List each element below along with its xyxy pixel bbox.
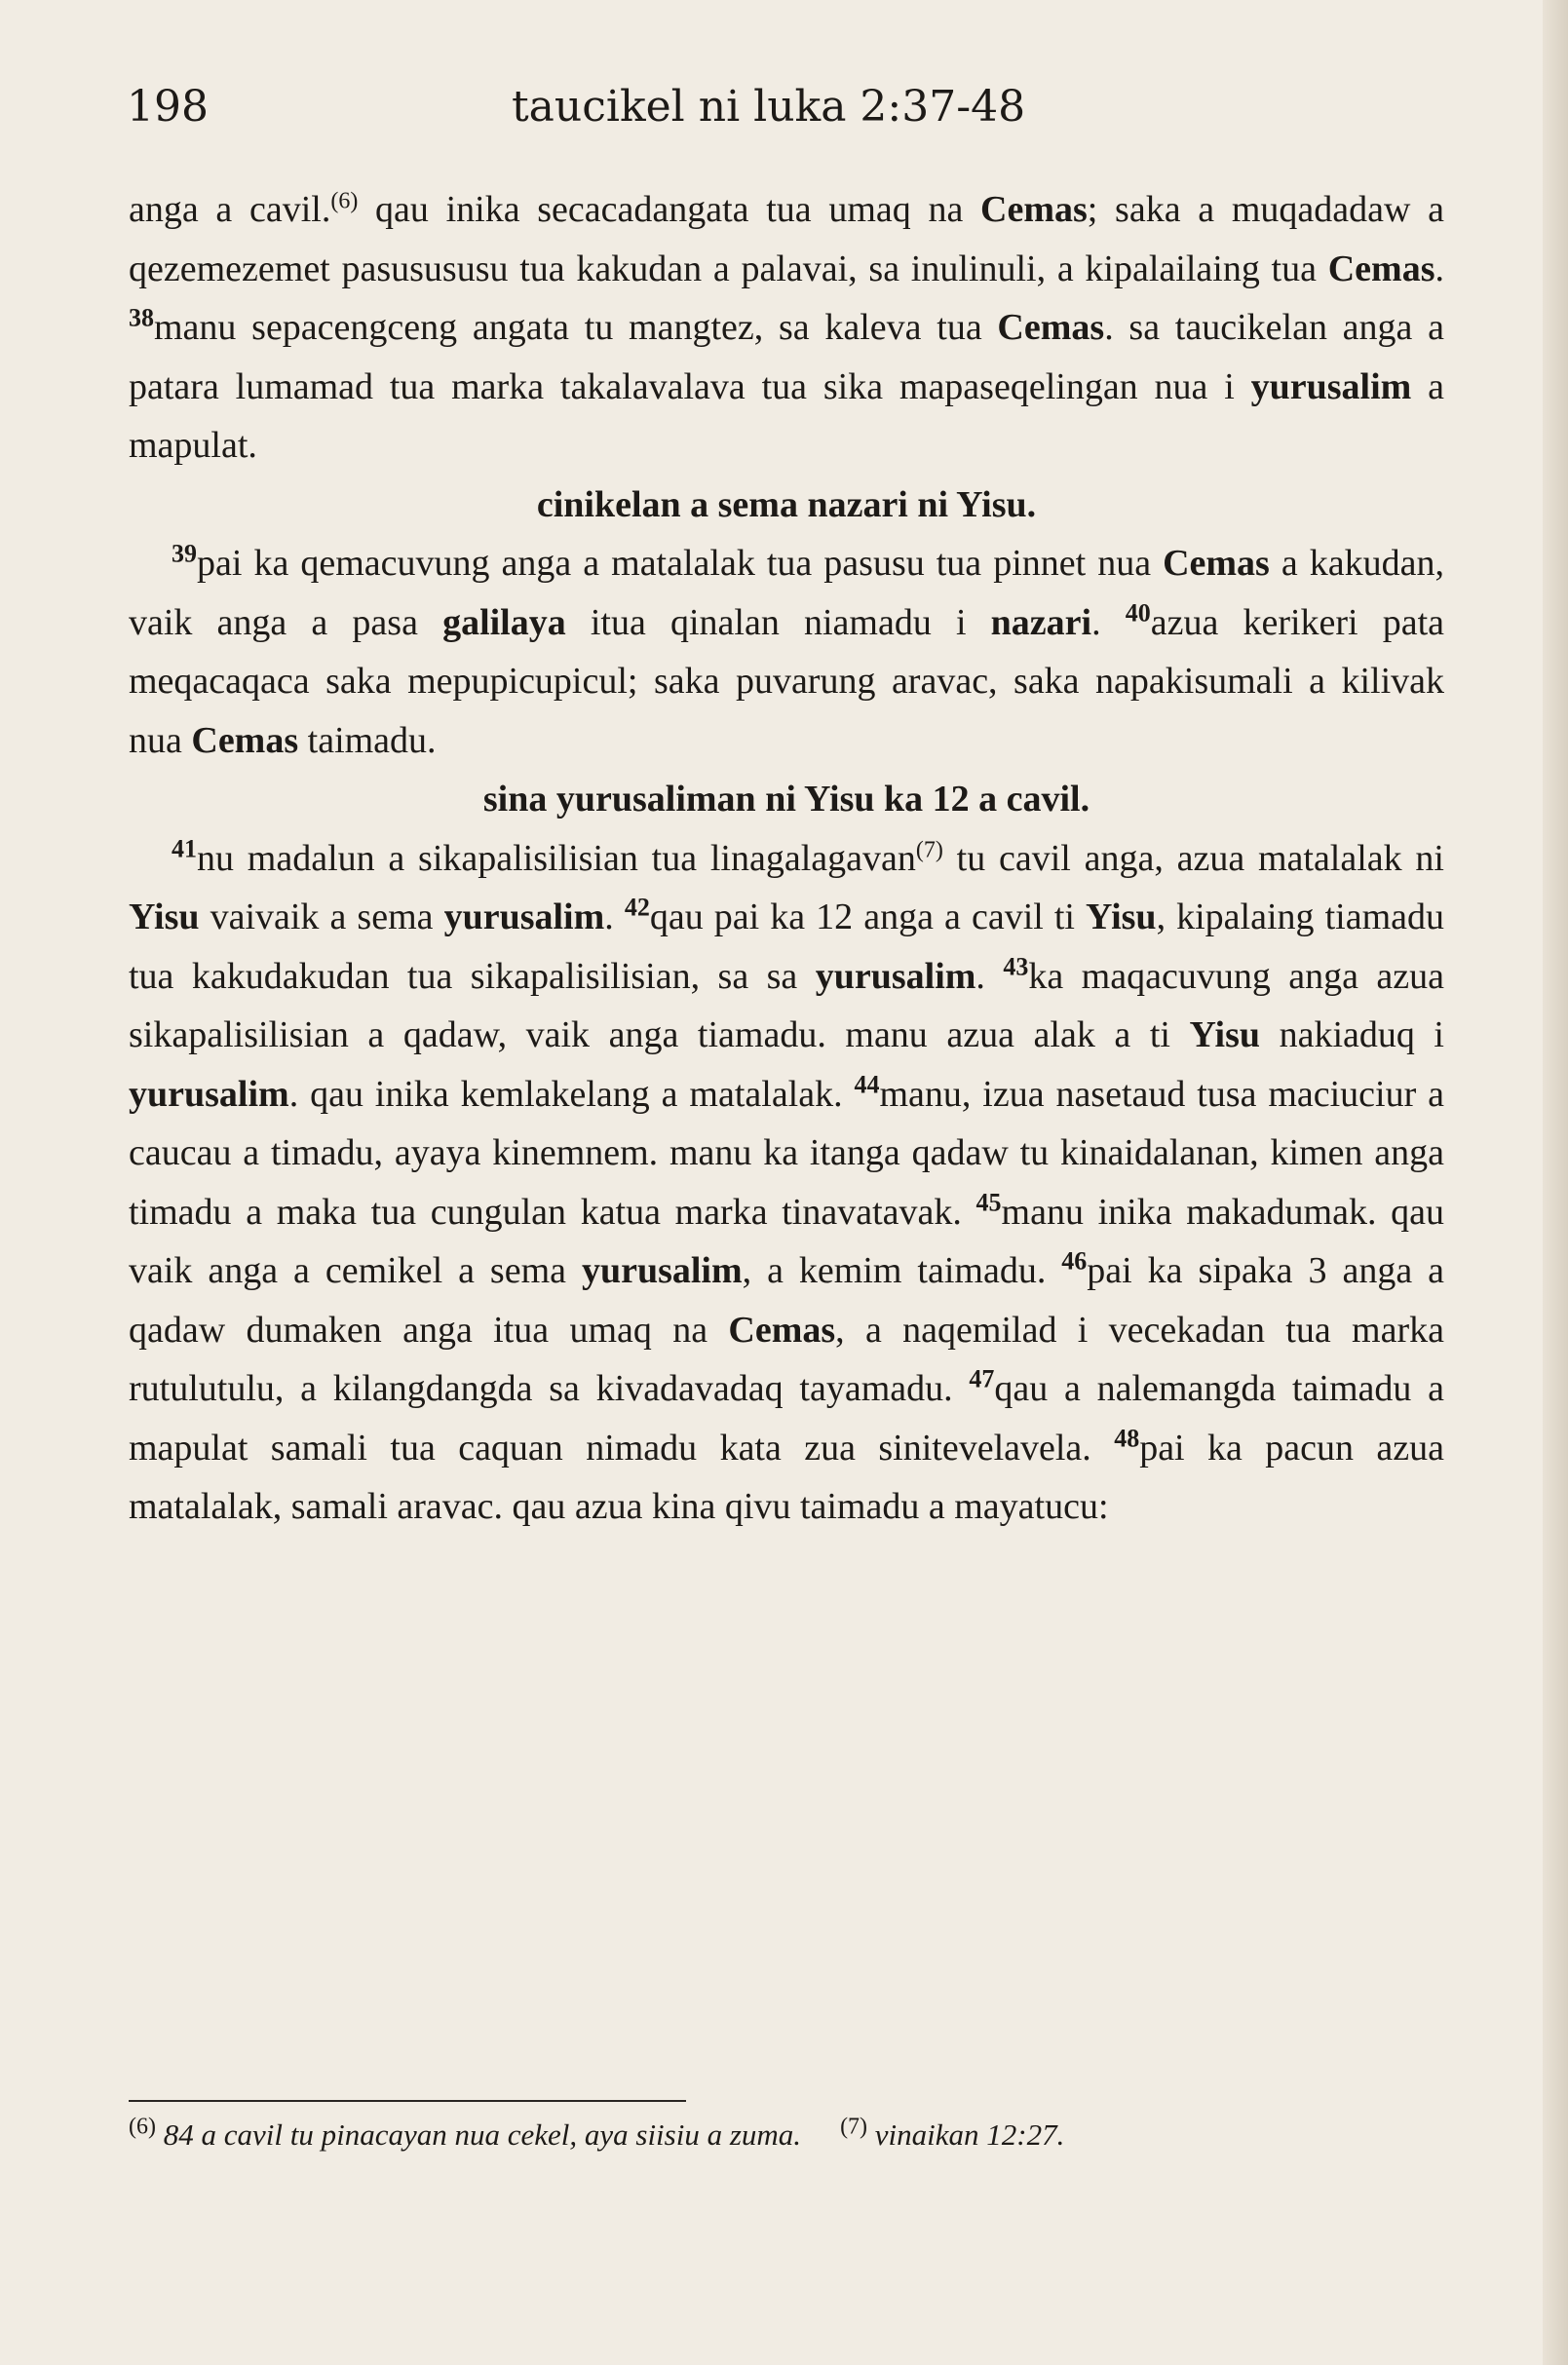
verse-number: 41 xyxy=(172,833,197,862)
proper-noun: yurusalim xyxy=(129,1073,289,1115)
footnote-ref-6: (6) xyxy=(330,188,359,214)
proper-noun: Yisu xyxy=(1086,896,1157,937)
proper-noun: Cemas xyxy=(997,307,1105,348)
proper-noun: Yisu xyxy=(1189,1014,1261,1055)
proper-noun: yurusalim xyxy=(815,955,976,997)
text-span: . xyxy=(604,896,625,937)
verse-number: 48 xyxy=(1114,1423,1140,1452)
text-span: manu sepacengceng angata tu mangtez, sa kaleva tua xyxy=(154,307,998,348)
proper-noun: Cemas xyxy=(980,189,1088,230)
text-span: nu madalun a sikapalisilisian tua linagalagavan xyxy=(197,837,916,879)
text-span: . xyxy=(1091,601,1126,643)
verse-number: 47 xyxy=(969,1364,995,1393)
paragraph-continuation xyxy=(129,180,1444,476)
verse-number: 38 xyxy=(129,303,154,332)
text-span: manu, izua nasetaud tusa maciuciur a caucau a timadu, ayaya kinemnem. manu ka itanga qadaw tu kinaidalanan, kimen anga timadu a maka tua cungulan katua marka tinavatavak. xyxy=(129,1073,1445,1233)
verse-number: 45 xyxy=(975,1187,1002,1216)
section-heading: sina yurusaliman ni Yisu ka 12 a cavil. xyxy=(482,779,1090,820)
section-heading: cinikelan a sema nazari ni Yisu. xyxy=(536,483,1037,525)
text-span: , a kemim taimadu. xyxy=(742,1250,1062,1291)
footnote-ref-7: (7) xyxy=(915,836,943,862)
text-span: nakiaduq i xyxy=(1260,1014,1444,1055)
text-span: vaivaik a sema xyxy=(199,896,444,937)
text-span: pai ka pacun azua matalalak, samali aravac. qau azua kina qivu taimadu a mayatucu: xyxy=(129,1427,1444,1527)
text-span: ; saka a muqadadaw a qezemezemet pasusususu tua kakudan a palavai, sa inulinuli, a kipalailaing tua xyxy=(129,189,1444,289)
text-span: pai ka sipaka 3 anga a qadaw dumaken anga itua umaq na xyxy=(129,1250,1445,1351)
text-span: taimadu. xyxy=(298,719,437,761)
text-span: tu cavil anga, azua matalalak ni xyxy=(942,837,1444,879)
text-span: azua kerikeri pata meqacaqaca saka mepupicupicul; saka puvarung aravac, saka napakisumali a kilivak nua xyxy=(129,601,1445,761)
text-span: a mapulat. xyxy=(129,365,1444,466)
verse-number: 39 xyxy=(172,539,197,568)
text-span: , a naqemilad i vecekadan tua marka rutulutulu, a kilangdangda sa kivadavadaq tayamadu. xyxy=(129,1309,1444,1409)
proper-noun: galilaya xyxy=(442,601,566,643)
proper-noun: yurusalim xyxy=(1250,365,1412,407)
verse-number: 46 xyxy=(1061,1246,1088,1276)
footnote-7-text: vinaikan 12:27. xyxy=(874,2117,1065,2152)
proper-noun: yurusalim xyxy=(443,896,605,937)
text-span: qau pai ka 12 anga a cavil ti xyxy=(649,896,1087,937)
verse-number: 43 xyxy=(1003,951,1029,980)
text-span: qau a nalemangda taimadu a mapulat samali tua caquan nimadu kata zua sinitevelavela. xyxy=(129,1368,1444,1469)
text-span: itua qinalan niamadu i xyxy=(565,601,991,643)
text-span: . xyxy=(1434,248,1444,289)
text-span: pai ka qemacuvung anga a matalalak tua pasusu tua pinnet nua xyxy=(197,543,1164,584)
main-text xyxy=(129,180,1444,1537)
footnote-divider xyxy=(129,2100,686,2102)
text-span: qau inika secacadangata tua umaq na xyxy=(358,189,981,230)
page-edge xyxy=(1543,0,1568,2365)
text-span: manu inika makadumak. qau vaik anga a cemikel a sema xyxy=(129,1191,1444,1291)
verse-number: 40 xyxy=(1125,597,1151,627)
text-span: , kipalaing tiamadu tua kakudakudan tua sikapalisilisian, sa sa xyxy=(129,896,1444,997)
proper-noun: nazari xyxy=(990,601,1092,643)
running-title: taucikel ni luka 2:37-48 xyxy=(512,82,1026,132)
verse-number: 44 xyxy=(854,1069,880,1098)
text-span: anga a cavil. xyxy=(129,189,331,230)
verse-number: 42 xyxy=(624,893,650,922)
proper-noun: Cemas xyxy=(1163,543,1270,584)
proper-noun: Cemas xyxy=(728,1309,836,1351)
proper-noun: yurusalim xyxy=(581,1250,743,1291)
text-span: a kakudan, vaik anga a pasa xyxy=(129,543,1444,643)
paragraph xyxy=(129,829,1444,1537)
running-header xyxy=(127,73,1442,141)
footnote-6-text: 84 a cavil tu pinacayan nua cekel, aya siisiu a zuma. xyxy=(163,2117,802,2152)
text-span: . sa taucikelan anga a patara lumamad tua marka takalavalava tua sika mapaseqelingan nua i xyxy=(129,307,1444,407)
footnote-marker-7: (7) xyxy=(840,2114,868,2140)
proper-noun: Cemas xyxy=(1327,248,1435,289)
proper-noun: Cemas xyxy=(191,719,299,761)
text-span: . qau inika kemlakelang a matalalak. xyxy=(288,1073,855,1115)
footnote-marker-6: (6) xyxy=(129,2114,156,2140)
footnotes xyxy=(129,2110,1444,2160)
text-span: ka maqacuvung anga azua sikapalisilisian a qadaw, vaik anga tiamadu. manu azua alak a ti xyxy=(129,955,1445,1055)
text-span: . xyxy=(975,955,1004,997)
page-number: 198 xyxy=(127,82,209,132)
proper-noun: Yisu xyxy=(129,896,200,937)
paragraph xyxy=(129,534,1444,770)
